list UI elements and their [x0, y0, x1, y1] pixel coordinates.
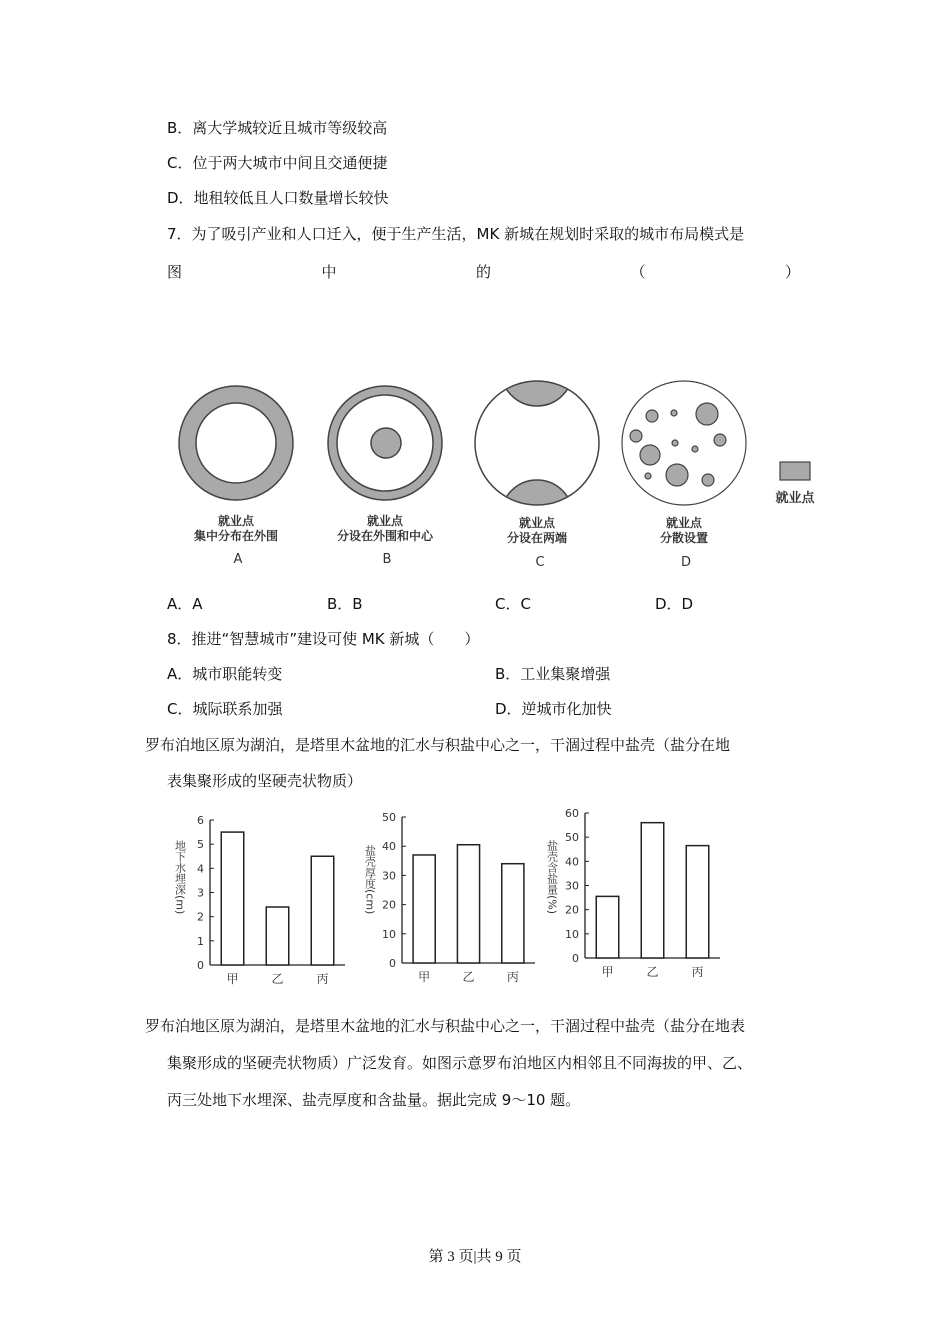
x-tick-label: 甲: [418, 970, 431, 984]
employment-spot: [672, 440, 678, 446]
panel-b: [328, 386, 442, 500]
city-layout-diagram: [0, 370, 950, 580]
y-tick-label: 5: [197, 838, 204, 852]
bar: [596, 896, 619, 958]
q8-option-d: D．逆城市化加快: [495, 700, 612, 718]
x-tick-label: 乙: [646, 965, 659, 979]
q6-option-b: B．离大学城较近且城市等级较高: [167, 119, 388, 137]
y-tick-label: 0: [572, 952, 579, 965]
x-tick-label: 丙: [316, 972, 329, 986]
panel-c-caption: 分设在两端: [506, 531, 568, 545]
passage-line: 表集聚形成的坚硬壳状物质）: [167, 772, 363, 790]
x-tick-label: 乙: [271, 972, 284, 986]
y-tick-label: 30: [382, 869, 396, 883]
passage-line: 集聚形成的坚硬壳状物质）广泛发育。如图示意罗布泊地区内相邻且不同海拔的甲、乙、: [167, 1054, 753, 1072]
employment-spot: [646, 410, 658, 422]
employment-spot: [630, 430, 642, 442]
y-tick-label: 10: [565, 927, 579, 941]
q7-option-d: D．D: [655, 595, 694, 613]
bar: [686, 846, 709, 958]
y-tick-label: 60: [565, 807, 579, 820]
panel-d-caption: 就业点: [665, 516, 703, 530]
panel-a-caption: 就业点: [217, 514, 255, 528]
q7-stem: 7．为了吸引产业和人口迁入，便于生产生活，MK 新城在规划时采取的城市布局模式是: [167, 225, 745, 243]
q8-stem: 8．推进“智慧城市”建设可使 MK 新城（ ）: [167, 630, 480, 648]
y-tick-label: 3: [197, 886, 204, 900]
employment-spot: [666, 464, 688, 486]
y-tick-label: 50: [382, 811, 396, 824]
passage-line: 罗布泊地区原为湖泊，是塔里木盆地的汇水与积盐中心之一，干涸过程中盐壳（盐分在地表: [145, 1017, 746, 1035]
panel-b-caption: 就业点: [366, 514, 404, 528]
q7-tail-word: 中: [321, 263, 337, 281]
passage-line: 丙三处地下水埋深、盐壳厚度和含盐量。据此完成 9～10 题。: [167, 1091, 581, 1109]
y-tick-label: 1: [197, 934, 204, 948]
y-tick-label: 20: [565, 903, 579, 917]
y-tick-label: 2: [197, 910, 204, 924]
bar: [413, 855, 435, 963]
x-tick-label: 丙: [506, 970, 519, 984]
panel-c-letter: C: [535, 555, 545, 570]
y-axis-label-salt-content: 盐壳含盐量(%): [545, 840, 559, 915]
x-tick-label: 甲: [226, 972, 239, 986]
panel-a-letter: A: [233, 552, 243, 567]
q6-option-c: C．位于两大城市中间且交通便捷: [167, 154, 388, 172]
q8-option-a: A．城市职能转变: [167, 665, 283, 683]
y-tick-label: 0: [197, 959, 204, 972]
y-tick-label: 40: [382, 840, 396, 854]
passage-line: 罗布泊地区原为湖泊，是塔里木盆地的汇水与积盐中心之一，干涸过程中盐壳（盐分在地: [145, 736, 731, 754]
q7-stem-tail: [167, 261, 800, 282]
q7-tail-word: ）: [784, 263, 800, 281]
panel-d: [622, 381, 746, 505]
panel-d-letter: D: [680, 555, 692, 570]
employment-spot: [671, 410, 677, 416]
y-tick-label: 20: [382, 898, 396, 912]
panel-a-caption: 集中分布在外围: [193, 529, 279, 543]
y-axis-label-groundwater-depth: 地下水埋深(m): [173, 840, 187, 915]
legend-swatch: [780, 462, 810, 480]
q8-option-b: B．工业集聚增强: [495, 665, 611, 683]
employment-spot: [692, 446, 698, 452]
q7-tail-word: （: [630, 263, 646, 281]
employment-spot: [702, 474, 714, 486]
panel-b-letter: B: [382, 552, 392, 567]
y-tick-label: 50: [565, 831, 579, 845]
y-tick-label: 30: [565, 879, 579, 893]
q7-option-c: C．C: [495, 595, 531, 613]
employment-spot: [714, 434, 726, 446]
panel-d-caption: 分散设置: [659, 531, 709, 545]
legend-label: 就业点: [775, 491, 815, 506]
y-tick-label: 4: [197, 862, 204, 876]
panel-b-caption: 分设在外围和中心: [336, 529, 434, 543]
bar: [641, 823, 664, 958]
q7-option-b: B．B: [327, 595, 363, 613]
page-footer: 第 3 页|共 9 页: [428, 1249, 522, 1265]
panel-a: [179, 386, 293, 500]
employment-spot: [645, 473, 651, 479]
salt-crust-charts: [0, 800, 950, 995]
bar: [266, 907, 289, 965]
y-axis-label-crust-thickness: 盐壳厚度(cm): [363, 845, 377, 915]
bar: [311, 856, 334, 965]
q8-option-c: C．城际联系加强: [167, 700, 283, 718]
bar: [457, 845, 479, 963]
employment-spot: [640, 445, 660, 465]
q6-option-d: D．地租较低且人口数量增长较快: [167, 189, 389, 207]
x-tick-label: 丙: [691, 965, 704, 979]
y-tick-label: 10: [382, 927, 396, 941]
q7-tail-word: 图: [167, 263, 183, 281]
y-tick-label: 6: [197, 814, 204, 827]
x-tick-label: 乙: [462, 970, 475, 984]
bar: [221, 832, 244, 965]
y-tick-label: 40: [565, 855, 579, 869]
q7-option-a: A．A: [167, 595, 203, 613]
bar: [502, 864, 524, 963]
employment-spot: [696, 403, 718, 425]
q7-tail-word: 的: [475, 263, 491, 281]
center-employment-zone: [371, 428, 401, 458]
y-tick-label: 0: [389, 957, 396, 970]
panel-c-caption: 就业点: [518, 516, 556, 530]
x-tick-label: 甲: [601, 965, 614, 979]
residential-core: [196, 403, 276, 483]
